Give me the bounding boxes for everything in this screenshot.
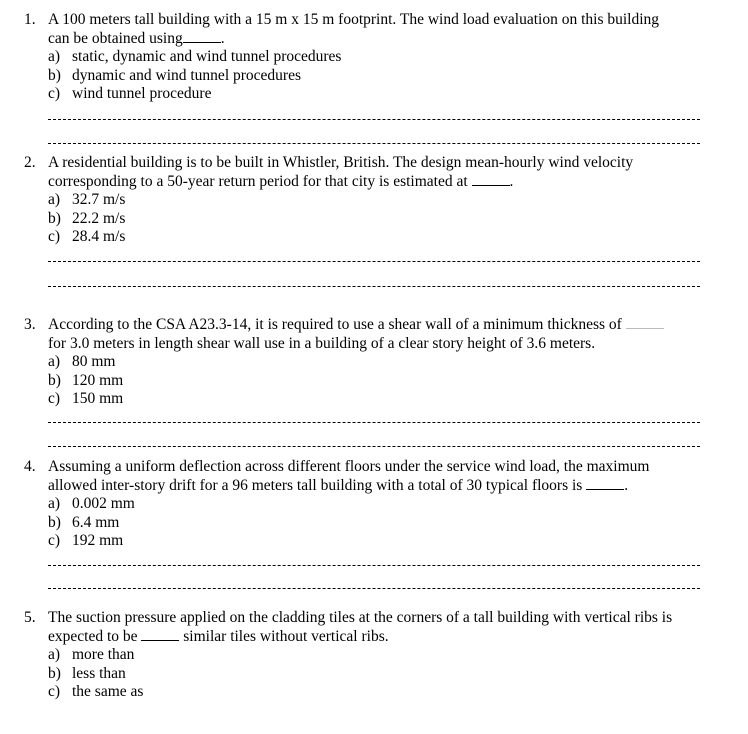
option-letter: c) <box>48 390 61 407</box>
stem-text: . <box>220 29 225 47</box>
question-3 <box>24 316 714 409</box>
option-text: 0.002 mm <box>72 495 135 512</box>
stem-text: allowed inter-story drift for a 96 meters tall building with a total of 30 typical floors is <box>48 476 583 494</box>
option-text: dynamic and wind tunnel procedures <box>72 66 301 84</box>
option-list <box>48 48 714 104</box>
option-list <box>48 191 714 247</box>
option-letter: a) <box>48 48 61 65</box>
answer-line <box>48 286 700 287</box>
stem-text: According to the CSA A23.3-14, it is required to use a shear wall of a minimum thickness of <box>48 316 622 333</box>
question-stem-line-2: for 3.0 meters in length shear wall use in a building of a clear story height of 3.6 meters. <box>48 334 596 352</box>
question-stem-line-1 <box>48 316 714 335</box>
option-list <box>48 646 714 702</box>
option-text: wind tunnel procedure <box>72 85 212 102</box>
option-list <box>48 495 714 551</box>
question-5 <box>24 609 714 702</box>
option-text: 32.7 m/s <box>72 191 126 208</box>
option-letter: b) <box>48 371 61 389</box>
question-stem-line-2 <box>48 173 714 192</box>
stem-text: similar tiles without vertical ribs. <box>179 627 389 645</box>
option-text: 28.4 m/s <box>72 228 126 245</box>
option-c <box>48 532 714 551</box>
question-2 <box>24 154 714 247</box>
option-text: 22.2 m/s <box>72 209 126 227</box>
question-number: 4. <box>24 458 36 475</box>
question-number: 1. <box>24 11 36 28</box>
option-text: 80 mm <box>72 353 116 370</box>
stem-text: corresponding to a 50-year return period for that city is estimated at <box>48 172 468 190</box>
option-letter: a) <box>48 646 61 663</box>
option-list <box>48 353 714 409</box>
option-letter: b) <box>48 209 61 227</box>
option-b <box>48 514 714 533</box>
option-text: static, dynamic and wind tunnel procedures <box>72 48 342 65</box>
answer-blank <box>183 30 221 43</box>
option-c <box>48 85 714 104</box>
answer-line <box>48 565 700 566</box>
question-stem-line-1: A 100 meters tall building with a 15 m x 15 m footprint. The wind load evaluation on this building <box>48 11 660 28</box>
option-c <box>48 683 714 702</box>
question-number: 5. <box>24 609 36 626</box>
question-stem-line-1: A residential building is to be built in Whistler, British. The design mean-hourly wind velocity <box>48 154 634 171</box>
stem-text: can be obtained using <box>48 29 183 47</box>
option-letter: c) <box>48 85 61 102</box>
question-number: 2. <box>24 154 36 171</box>
question-1 <box>24 11 714 104</box>
option-b <box>48 372 714 391</box>
answer-line <box>48 588 700 589</box>
answer-line <box>48 119 700 120</box>
option-text: 192 mm <box>72 532 124 549</box>
option-letter: b) <box>48 66 61 84</box>
option-letter: b) <box>48 664 61 682</box>
stem-text: expected to be <box>48 627 138 645</box>
option-text: 150 mm <box>72 390 124 407</box>
option-letter: a) <box>48 495 61 512</box>
option-c <box>48 390 714 409</box>
option-letter: b) <box>48 513 61 531</box>
option-c <box>48 228 714 247</box>
option-letter: a) <box>48 353 61 370</box>
question-number: 3. <box>24 316 36 333</box>
answer-blank <box>472 173 510 186</box>
option-text: 120 mm <box>72 371 124 389</box>
question-4 <box>24 458 714 551</box>
option-a <box>48 646 714 665</box>
option-text: more than <box>72 646 135 663</box>
option-text: less than <box>72 664 126 682</box>
option-b <box>48 210 714 229</box>
option-text: the same as <box>72 683 144 700</box>
option-letter: c) <box>48 683 61 700</box>
option-letter: c) <box>48 228 61 245</box>
answer-line <box>48 143 700 144</box>
answer-line <box>48 446 700 447</box>
question-stem-line-2 <box>48 477 714 496</box>
option-letter: a) <box>48 191 61 208</box>
option-text: 6.4 mm <box>72 513 120 531</box>
answer-line <box>48 261 700 262</box>
option-b <box>48 67 714 86</box>
question-stem-line-2 <box>48 30 714 49</box>
option-a <box>48 191 714 210</box>
option-letter: c) <box>48 532 61 549</box>
stem-text: . <box>624 476 629 494</box>
question-stem-line-2 <box>48 628 714 647</box>
answer-blank <box>626 316 664 329</box>
answer-blank <box>586 477 624 490</box>
option-b <box>48 665 714 684</box>
answer-blank <box>141 628 179 641</box>
stem-text: . <box>509 172 514 190</box>
option-a <box>48 495 714 514</box>
answer-line <box>48 422 700 423</box>
option-a <box>48 48 714 67</box>
question-stem-line-1: The suction pressure applied on the cladding tiles at the corners of a tall building with vertical ribs is <box>48 609 673 626</box>
question-stem-line-1: Assuming a uniform deflection across different floors under the service wind load, the maximum <box>48 458 650 475</box>
option-a <box>48 353 714 372</box>
